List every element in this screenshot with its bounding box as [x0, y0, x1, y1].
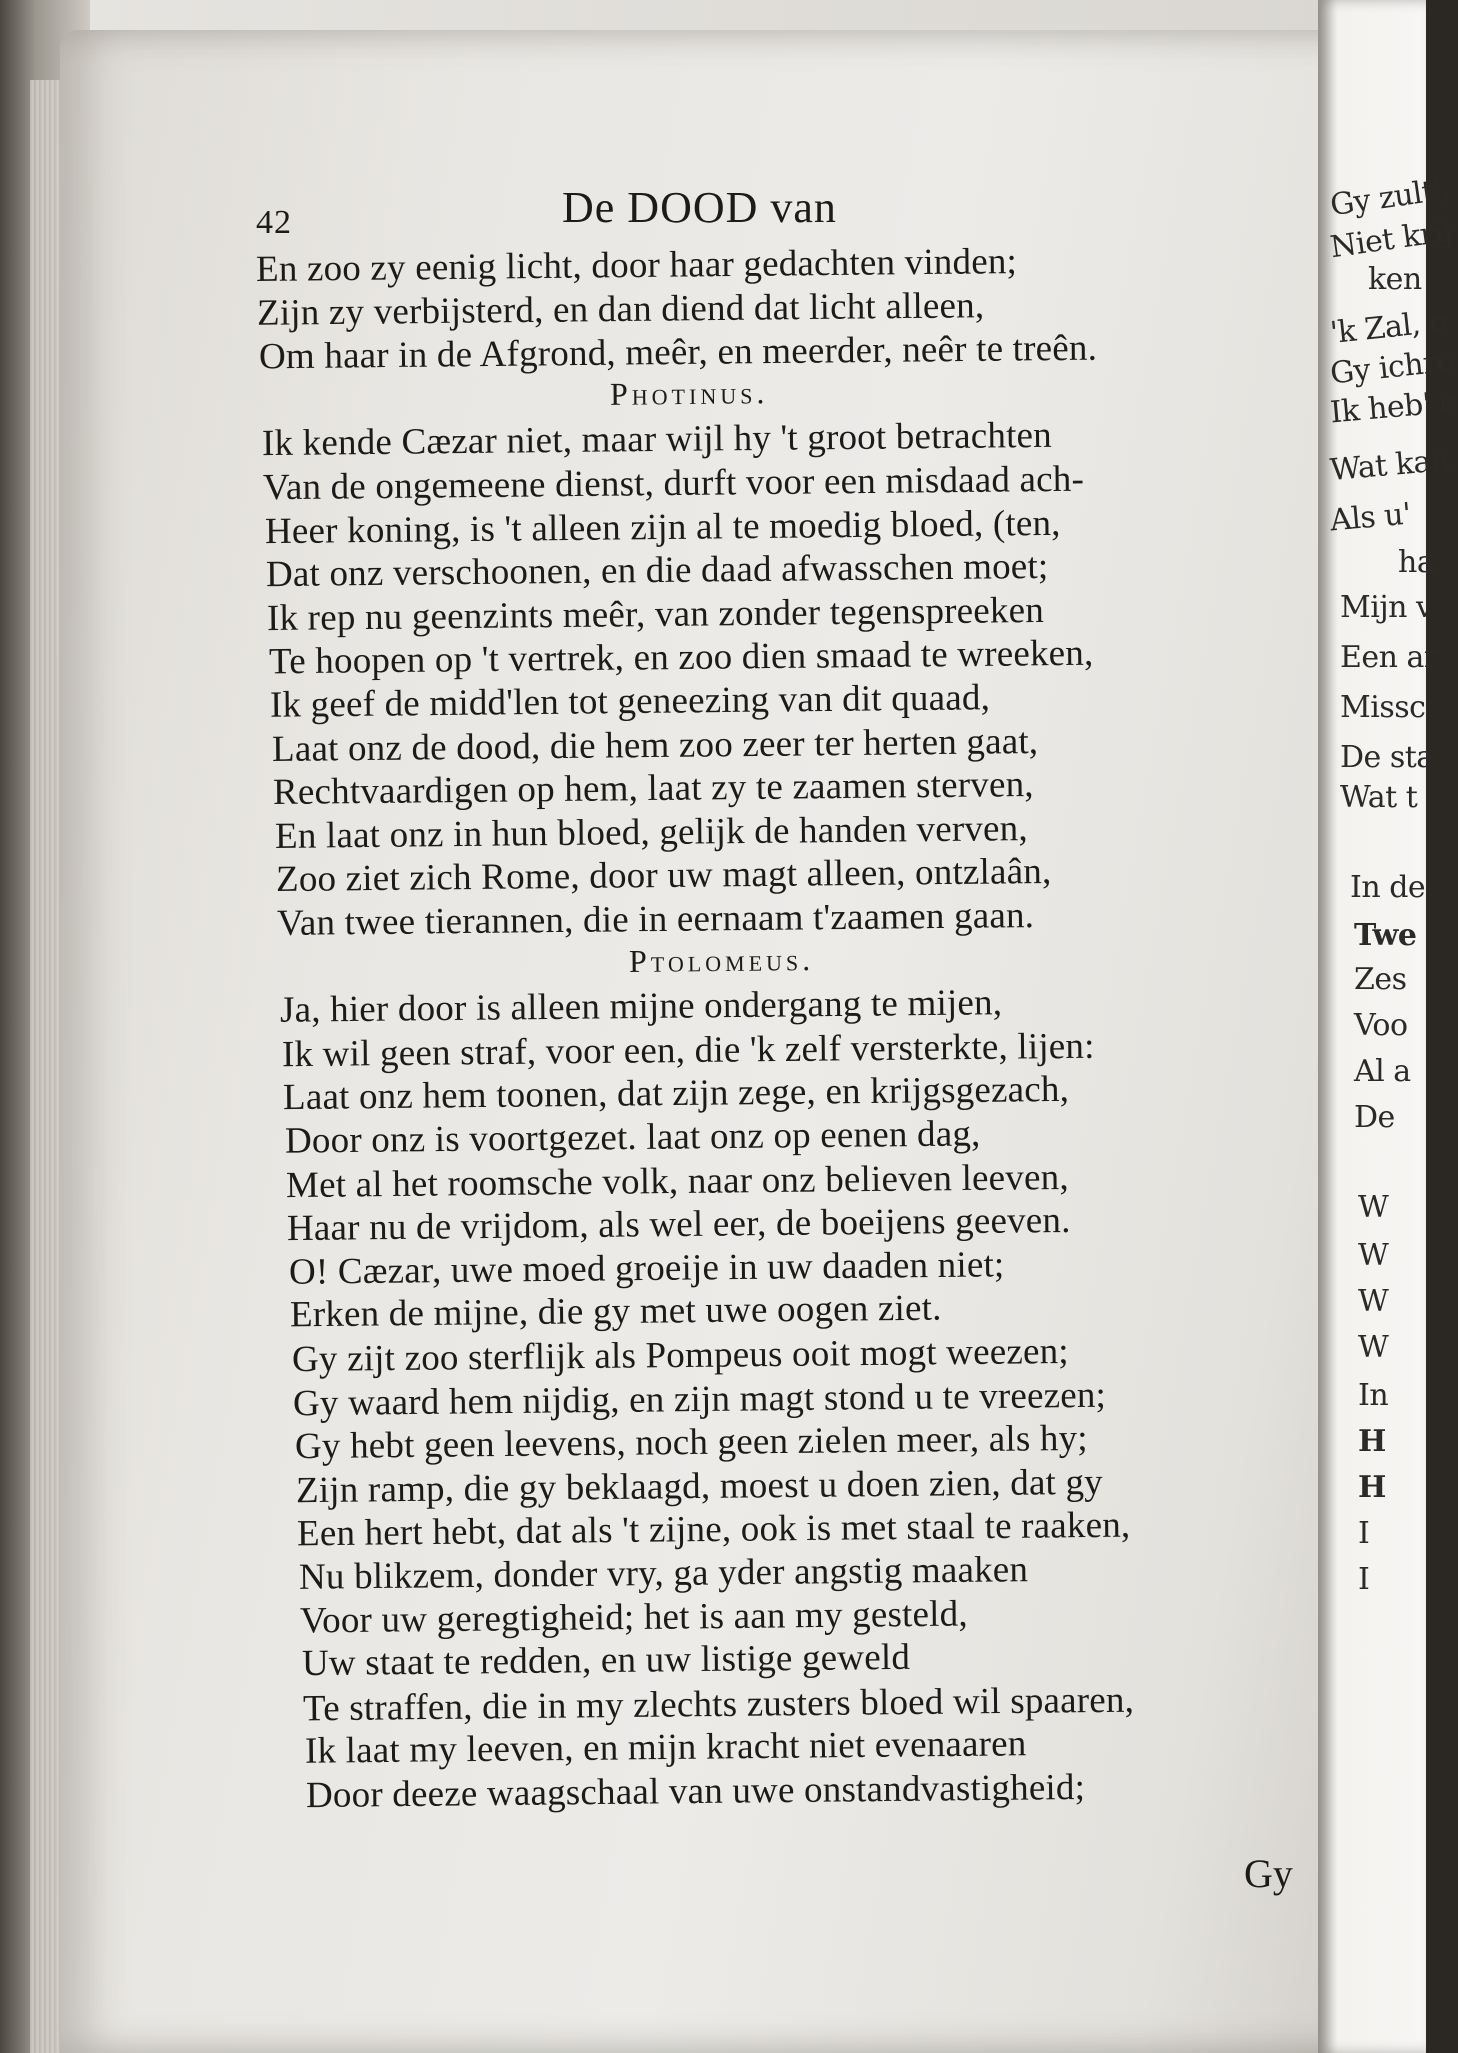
facing-text: I	[1358, 1516, 1370, 1551]
verse-line: Erken de mijne, die gy met uwe oogen ziet.	[290, 1287, 943, 1336]
facing-text: Voo	[1354, 1008, 1408, 1043]
verse-line: Van twee tierannen, die in eernaam t'zaamen gaan.	[277, 895, 1035, 944]
facing-text: W	[1358, 1330, 1389, 1365]
facing-text: I	[1358, 1562, 1370, 1597]
verse-line: Met al het roomsche volk, naar onz believen leeven,	[285, 1156, 1069, 1206]
verse-line: Gy zijt zoo sterflijk als Pompeus ooit mogt weezen;	[291, 1330, 1069, 1381]
facing-text: 'k Zal, o	[1328, 303, 1449, 352]
facing-text: ha	[1398, 545, 1435, 580]
verse-line: Om haar in de Afgrond, meêr, en meerder, neêr te treên.	[258, 327, 1098, 378]
verse-line: Een hert hebt, dat als 't zijne, ook is met staal te raaken,	[297, 1505, 1132, 1555]
verse-line: Dat onz verschoonen, en die daad afwasschen moet;	[265, 546, 1049, 596]
facing-text: Mijn v	[1340, 590, 1433, 625]
verse-line: Zijn zy verbijsterd, en dan diend dat licht alleen,	[257, 284, 985, 334]
verse-line: Ik rep nu geenzints meêr, van zonder tegenspreeken	[267, 589, 1045, 639]
facing-text: Zes	[1354, 962, 1407, 997]
facing-text: Gy ichre	[1328, 343, 1456, 392]
verse-line: Ik wil geen straf, voor een, die 'k zelf versterkte, lijen:	[281, 1025, 1095, 1076]
facing-text: De sta	[1340, 740, 1434, 775]
facing-text: In	[1358, 1378, 1389, 1413]
verse-line: Door onz is voortgezet. laat onz op eenen dag,	[284, 1113, 981, 1162]
facing-text: Ik heb' e	[1328, 384, 1458, 431]
verse-line: Laat onz hem toonen, dat zijn zege, en krijgsgezach,	[282, 1069, 1070, 1119]
verse-line: Ik geef de midd'len tot geneezing van dit quaad,	[270, 677, 991, 726]
facing-text: Een ar	[1340, 640, 1438, 675]
verse-line: Laat onz de dood, die hem zoo zeer ter herten gaat,	[271, 720, 1039, 770]
facing-text: Als u'	[1328, 496, 1413, 539]
verse-line: Ja, hier door is alleen mijne ondergang te mijen,	[280, 982, 1003, 1031]
speaker-name: Ptolomeus.	[628, 940, 815, 979]
verse-line: Haar nu de vrijdom, als wel eer, de boeijens geeven.	[287, 1200, 1072, 1250]
facing-text: Al a	[1354, 1054, 1411, 1089]
facing-text: Niet krij	[1328, 213, 1454, 266]
facing-text: Wat t	[1340, 780, 1418, 815]
verse-line: Door deeze waagschaal van uwe onstandvastigheid;	[305, 1766, 1086, 1817]
catchword: Gy	[1244, 1851, 1293, 1896]
verse-line: En laat onz in hun bloed, gelijk de handen verven,	[274, 807, 1028, 857]
verse-line: Uw staat te redden, en uw listige geweld	[301, 1637, 910, 1685]
facing-text: W	[1358, 1238, 1389, 1273]
verse-line: En zoo zy eenig licht, door haar gedachten vinden;	[255, 241, 1018, 290]
facing-text: H	[1358, 1470, 1386, 1505]
facing-text: In de	[1350, 870, 1426, 905]
verse-line: Ik laat my leeven, en mijn kracht niet evenaaren	[304, 1723, 1027, 1773]
verse-line: Te hoopen op 't vertrek, en zoo dien smaad te wreeken,	[268, 633, 1094, 683]
facing-text: H	[1358, 1424, 1386, 1459]
facing-text: Gy zult',	[1328, 171, 1453, 224]
facing-text: De	[1354, 1100, 1395, 1135]
facing-text: Missc	[1340, 690, 1426, 725]
facing-text: ken	[1368, 262, 1422, 297]
verse-line: Gy hebt geen leevens, noch geen zielen meer, als hy;	[294, 1418, 1088, 1468]
verse-line: Rechtvaardigen op hem, laat zy te zaamen sterven,	[272, 764, 1035, 814]
page-number: 42	[256, 204, 292, 241]
facing-text: W	[1358, 1284, 1389, 1319]
verse-line: Zoo ziet zich Rome, door uw magt alleen, ontzlaân,	[275, 851, 1052, 901]
verse-line: Van de ongemeene dienst, durft voor een misdaad ach-	[262, 458, 1085, 509]
verse-line: Gy waard hem nijdig, en zijn magt stond u te vreezen;	[292, 1374, 1107, 1424]
facing-text: Twe	[1354, 918, 1417, 953]
verse-line: Ik kende Cæzar niet, maar wijl hy 't groot betrachten	[261, 415, 1052, 465]
verse-line: O! Cæzar, uwe moed groeije in uw daaden niet;	[288, 1244, 1005, 1293]
verse-line: Te straffen, die in my zlechts zusters bloed wil spaaren,	[302, 1679, 1135, 1730]
verse-line: Heer koning, is 't alleen zijn al te moedig bloed, (ten,	[264, 502, 1061, 552]
facing-page	[1318, 0, 1458, 2053]
verse-line: Nu blikzem, donder vry, ga yder angstig maaken	[298, 1549, 1029, 1598]
speaker-name: Photinus.	[610, 373, 769, 412]
facing-text: Wat kan	[1328, 442, 1451, 489]
verse-line: Voor uw geregtigheid; het is aan my gesteld,	[300, 1593, 969, 1642]
running-head: De DOOD van	[562, 183, 837, 232]
verse-line: Zijn ramp, die gy beklaagd, moest u doen zien, dat gy	[295, 1461, 1104, 1512]
facing-text: W	[1358, 1190, 1389, 1225]
